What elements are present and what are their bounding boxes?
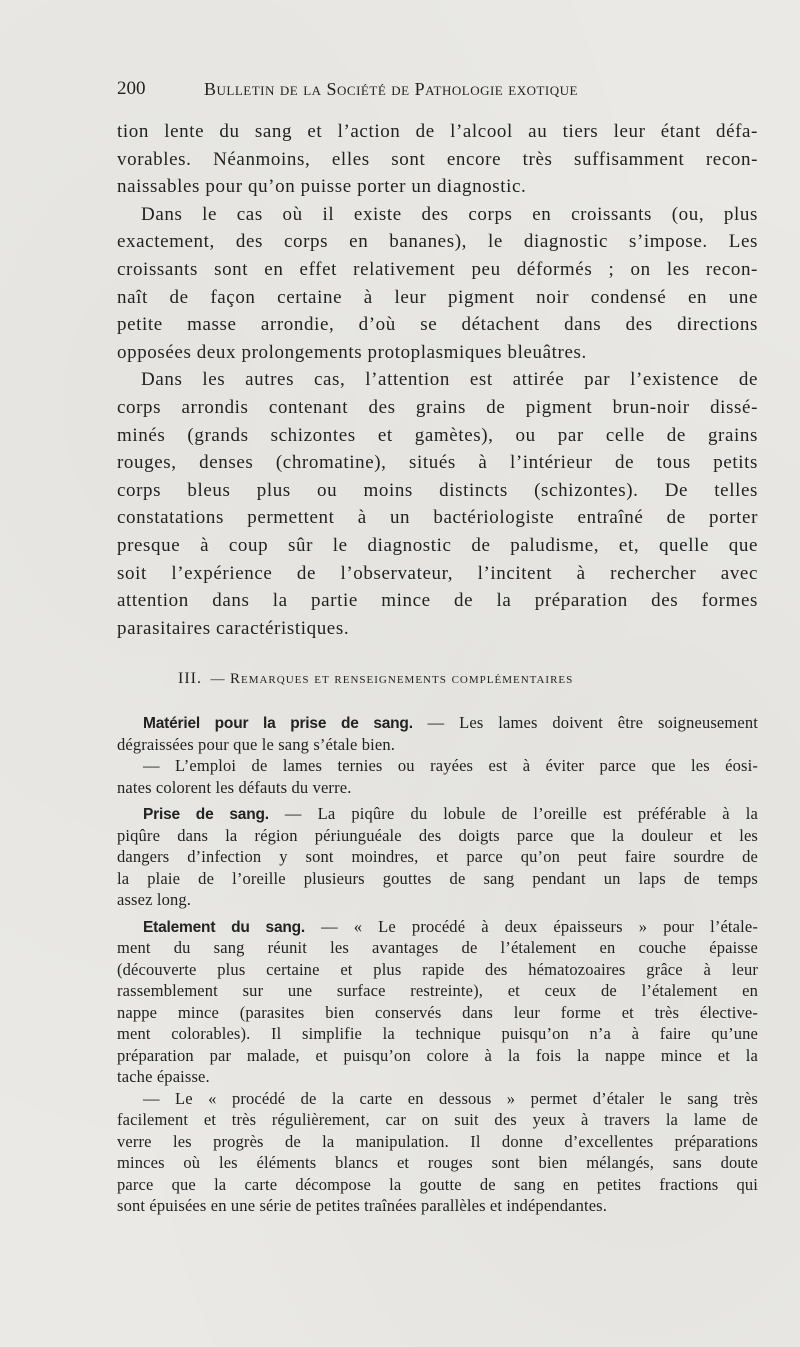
text-line: assez long. bbox=[117, 890, 192, 909]
text-line bbox=[117, 916, 758, 938]
text-line: nates colorent les défauts du verre. bbox=[117, 777, 352, 797]
text-line bbox=[117, 803, 758, 825]
notes-text bbox=[117, 712, 758, 1217]
text-line: piqûre dans la région périunguéale des doigts parce que la douleur et les bbox=[117, 825, 758, 845]
text-line: corps bleus plus ou moins distincts (schizontes). De telles bbox=[117, 479, 758, 501]
text-line: Dans le cas où il existe des corps en croissants (ou, plus bbox=[141, 203, 758, 225]
text-line: ment colorables). Il simplifie la technique puisqu’on n’a à faire qu’une bbox=[117, 1024, 758, 1043]
text-line: rassemblement sur une surface restreinte), et ceux de l’étalement en bbox=[117, 981, 758, 1000]
text-line: minés (grands schizontes et gamètes), ou par celle de grains bbox=[117, 424, 758, 446]
text-line: nappe mince (parasites bien conservés dans leur forme et très élective- bbox=[117, 1002, 758, 1022]
text-line: — Le « procédé de la carte en dessous » permet d’étaler le sang très bbox=[143, 1088, 758, 1108]
text-line: corps arrondis contenant des grains de pigment brun-noir dissé- bbox=[117, 396, 758, 418]
text-line: soit l’expérience de l’observateur, l’incitent à rechercher avec bbox=[117, 562, 758, 584]
text-line bbox=[117, 712, 758, 734]
text-line: (découverte plus certaine et plus rapide des hématozoaires grâce à leur bbox=[117, 959, 758, 979]
page-number: 200 bbox=[117, 78, 146, 99]
text-line: parasitaires caractéristiques. bbox=[117, 617, 350, 639]
paragraph-lead: Matériel pour la prise de sang. bbox=[143, 715, 413, 732]
running-title: Bulletin de la Société de Pathologie exotique bbox=[204, 79, 578, 99]
text-line: petite masse arrondie, d’où se détachent dans des directions bbox=[117, 314, 758, 336]
section-title: Remarques et renseignements complémentaires bbox=[229, 671, 574, 687]
section-number: III. bbox=[178, 670, 202, 687]
text-line: vorables. Néanmoins, elles sont encore très suffisamment recon- bbox=[117, 148, 758, 170]
text-line: dégraissées pour que le sang s’étale bien. bbox=[117, 734, 395, 754]
text-line: tion lente du sang et l’action de l’alcool au tiers leur étant défa- bbox=[117, 121, 758, 142]
paragraph-lead: Prise de sang. bbox=[143, 806, 269, 823]
text-line: croissants sont en effet relativement peu déformés ; on les recon- bbox=[117, 258, 758, 280]
main-text bbox=[117, 118, 758, 642]
text-line: rouges, denses (chromatine), situés à l’intérieur de tous petits bbox=[117, 452, 758, 474]
text-line: naissables pour qu’on puisse porter un diagnostic. bbox=[117, 176, 527, 198]
text-line: verre les progrès de la manipulation. Il donne d’excellentes préparations bbox=[117, 1131, 758, 1151]
text-line: naît de façon certaine à leur pigment noir condensé en une bbox=[117, 286, 758, 308]
text-line: presque à coup sûr le diagnostic de paludisme, et, quelle que bbox=[117, 534, 758, 556]
text-run: — Les lames doivent être soigneusement bbox=[412, 713, 758, 732]
section-dash: — bbox=[210, 672, 226, 687]
text-run: — La piqûre du lobule de l’oreille est préférable à la bbox=[268, 804, 759, 823]
text-line: parce que la carte décompose la goutte de sang en petites fractions qui bbox=[117, 1174, 758, 1194]
text-line: opposées deux prolongements protoplasmiques bleuâtres. bbox=[117, 341, 587, 363]
text-line: facilement et très régulièrement, car on suit des yeux à travers la lame de bbox=[117, 1110, 758, 1129]
text-line: ment du sang réunit les avantages de l’étalement en couche épaisse bbox=[117, 938, 758, 957]
text-line: minces où les éléments blancs et rouges sont bien mélangés, sans doute bbox=[117, 1153, 758, 1172]
paragraph-lead: Etalement du sang. bbox=[143, 918, 306, 936]
section-heading bbox=[178, 670, 573, 688]
text-line: dangers d’infection y sont moindres, et parce qu’on peut faire sourdre de bbox=[117, 847, 758, 866]
text-line: attention dans la partie mince de la préparation des formes bbox=[117, 590, 758, 612]
text-line: préparation par malade, et puisqu’on colore à la fois la nappe mince et la bbox=[117, 1045, 758, 1065]
text-line: Dans les autres cas, l’attention est attirée par l’existence de bbox=[141, 369, 758, 391]
text-line: constatations permettent à un bactériologiste entraîné de porter bbox=[117, 507, 758, 529]
text-line: tache épaisse. bbox=[117, 1067, 210, 1086]
page-header bbox=[117, 78, 757, 102]
text-line: exactement, des corps en bananes), le diagnostic s’impose. Les bbox=[117, 231, 758, 253]
text-line: la plaie de l’oreille plusieurs gouttes de sang pendant un laps de temps bbox=[117, 868, 758, 888]
text-run: — « Le procédé à deux épaisseurs » pour l’étale- bbox=[305, 916, 758, 936]
text-line: — L’emploi de lames ternies ou rayées est à éviter parce que les éosi- bbox=[143, 756, 758, 775]
text-line: sont épuisées en une série de petites traînées parallèles et indépendantes. bbox=[117, 1196, 608, 1215]
